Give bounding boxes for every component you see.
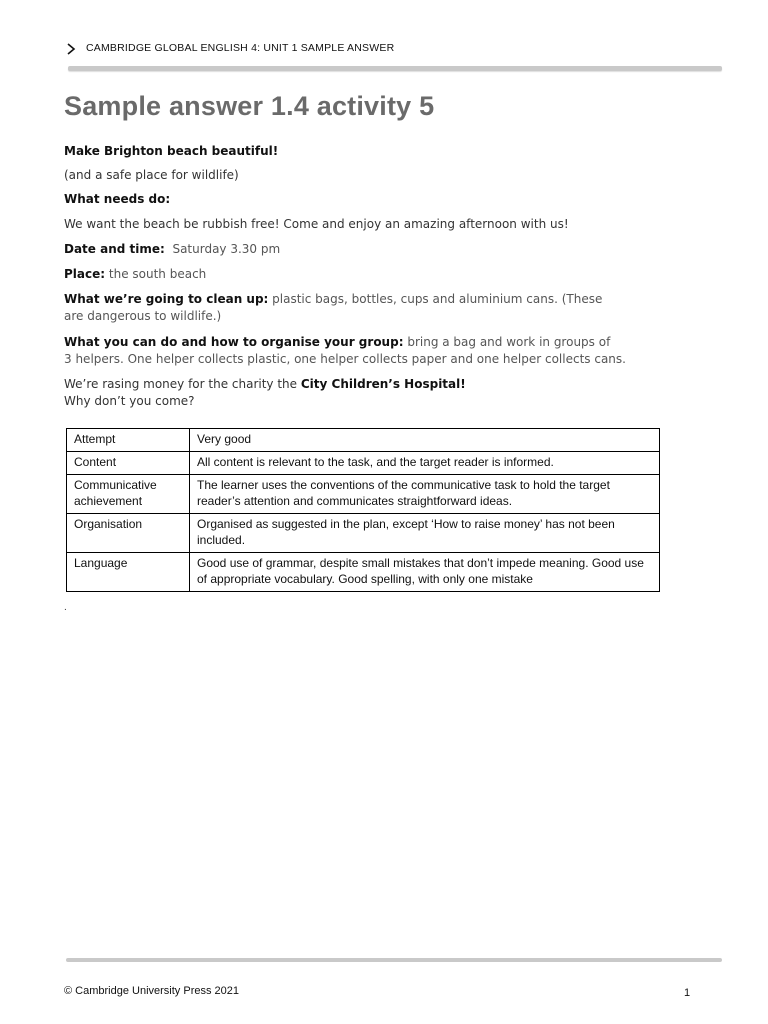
criterion-cell: Attempt <box>67 429 190 452</box>
footer-divider <box>66 958 722 962</box>
place-value: the south beach <box>108 267 207 281</box>
date-line <box>64 241 664 258</box>
poster-subheadline: (and a safe place for wildlife) <box>64 168 239 182</box>
organise-value-2: 3 helpers. One helper collects plastic, one helper collects paper and one helper collects cans. <box>64 352 626 366</box>
charity-line <box>64 376 664 410</box>
organise-label: What you can do and how to organise your group: <box>64 335 404 349</box>
charity-name: City Children’s Hospital! <box>300 377 466 391</box>
table-row <box>67 452 660 475</box>
footer-copyright: © Cambridge University Press 2021 <box>64 985 240 997</box>
criterion-cell: Content <box>67 452 190 475</box>
place-label: Place: <box>64 267 106 281</box>
cleanup-label: What we’re going to clean up: <box>64 292 269 306</box>
page-title: Sample answer 1.4 activity 5 <box>64 91 435 121</box>
page-number: 1 <box>684 987 691 999</box>
comment-cell: Good use of grammar, despite small mistakes that don’t impede meaning. Good use of appropriate vocabulary. Good spelling, with only one mistake <box>190 553 660 592</box>
header-text: CAMBRIDGE GLOBAL ENGLISH 4: UNIT 1 SAMPLE ANSWER <box>86 42 395 54</box>
poster-headline: Make Brighton beach beautiful! <box>64 144 279 158</box>
table-row <box>67 553 660 592</box>
table-row <box>67 514 660 553</box>
comment-cell: Very good <box>190 429 660 452</box>
page-header <box>64 40 722 76</box>
organise-line <box>64 334 684 368</box>
stray-mark: . <box>64 602 67 613</box>
place-line <box>64 266 664 283</box>
date-value: Saturday 3.30 pm <box>172 242 281 256</box>
chevron-right-icon <box>64 42 78 56</box>
comment-cell: The learner uses the conventions of the communicative task to hold the target reader’s attention and communicates straightforward ideas. <box>190 475 660 514</box>
table-row <box>67 475 660 514</box>
comment-cell: Organised as suggested in the plan, except ‘How to raise money’ has not been included. <box>190 514 660 553</box>
criterion-cell: Communicative achievement <box>67 475 190 514</box>
needs-text: We want the beach be rubbish free! Come and enjoy an amazing afternoon with us! <box>64 217 569 231</box>
needs-label: What needs do: <box>64 192 171 206</box>
date-label: Date and time: <box>64 242 165 256</box>
closing-line: Why don’t you come? <box>64 394 195 408</box>
assessment-table <box>66 428 660 592</box>
comment-cell: All content is relevant to the task, and the target reader is informed. <box>190 452 660 475</box>
criterion-cell: Language <box>67 553 190 592</box>
organise-value-1: bring a bag and work in groups of <box>407 335 611 349</box>
charity-text: We’re rasing money for the charity the <box>64 377 298 391</box>
header-divider <box>68 66 722 71</box>
criterion-cell: Organisation <box>67 514 190 553</box>
cleanup-line <box>64 291 624 325</box>
cleanup-value: plastic bags, bottles, cups and aluminium cans. (These are dangerous to wildlife.) <box>64 292 603 323</box>
table-row <box>67 429 660 452</box>
